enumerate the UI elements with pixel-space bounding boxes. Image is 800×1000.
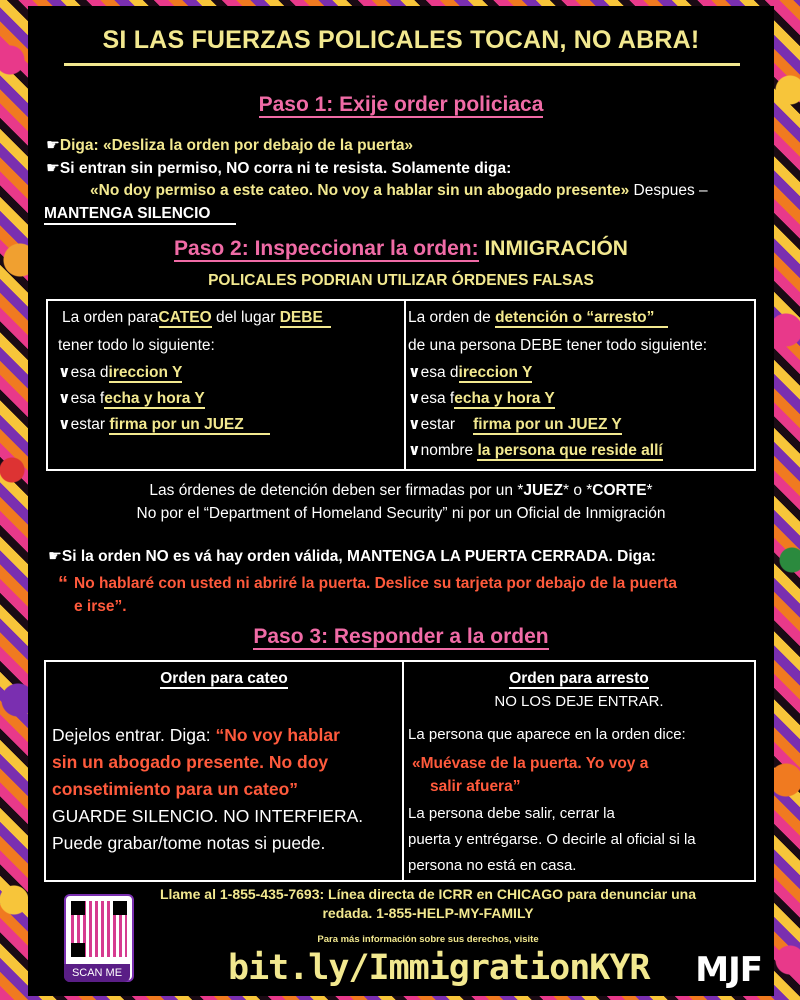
mjf-logo: MJF	[695, 950, 762, 990]
pointing-hand-icon: ☛	[48, 548, 62, 565]
arrest-warrant-intro-2: de una persona DEBE tener todo siguiente:	[408, 337, 708, 354]
arrest-response-instructions: La persona debe salir, cerrar la puerta y entrégarse. O decirle al oficial si la persona no está en casa.	[408, 805, 696, 874]
arrest-response-title: Orden para arresto	[509, 670, 649, 687]
arrest-warrant-item: ∨esa direccion Y	[408, 364, 533, 381]
search-response-column	[46, 662, 404, 880]
signature-note: Las órdenes de detención deben ser firmadas por un *JUEZ* o *CORTE*	[149, 482, 653, 499]
content-panel	[28, 6, 774, 996]
search-warrant-column	[48, 301, 406, 469]
search-warrant-intro: La orden paraCATEO del lugar DEBE	[62, 309, 331, 327]
pointing-hand-icon: ☛	[46, 160, 60, 177]
hotline-text: Llame al 1-855-435-7693: Línea directa de ICRR en CHICAGO para denunciar una redada. 1-855-HELP-MY-FAMILY	[159, 886, 697, 921]
search-warrant-item: ∨esa direccion Y	[58, 364, 183, 381]
arrest-warrant-item: ∨nombre la persona que reside allí	[408, 442, 663, 459]
pointing-hand-icon: ☛	[46, 137, 60, 154]
arrest-warrant-item: ∨esa fecha y hora Y	[408, 390, 555, 407]
step2-heading: Paso 2: Inspeccionar la orden: INMIGRACIÓN	[174, 237, 628, 260]
search-response-text: Dejelos entrar. Diga: “No voy hablar sin un abogado presente. No doy consetimiento para un cateo” GUARDE SILENCIO. NO INTERFIERA. Puede grabar/tome notas si puede.	[52, 725, 364, 853]
arrest-response-quote2: salir afuera”	[430, 778, 521, 795]
title-underline	[64, 63, 740, 66]
more-info-text: Para más información sobre sus derechos, visite	[317, 934, 539, 945]
warrant-requirements-table	[46, 299, 756, 471]
step1-quote-line: «No doy permiso a este cateo. No voy a hablar sin un abogado presente» Despues –	[90, 182, 708, 199]
arrest-response-subtitle: NO LOS DEJE ENTRAR.	[494, 693, 664, 710]
scan-me-label: SCAN ME	[64, 964, 130, 982]
step1-heading: Paso 1: Exije order policiaca	[258, 93, 544, 116]
search-warrant-item: ∨esa fecha y hora Y	[58, 390, 205, 407]
info-link[interactable]: bit.ly/ImmigrationKYR	[228, 948, 650, 988]
step1-line1: ☛Diga: «Desliza la orden por debajo de la puerta»	[46, 137, 414, 154]
search-warrant-intro-2: tener todo lo siguiente:	[58, 337, 215, 354]
arrest-warrant-column	[406, 301, 754, 469]
invalid-warrant-quote-1: No hablaré con usted ni abriré la puerta. Deslice su tarjeta por debajo de la puerta	[74, 575, 677, 592]
step3-heading: Paso 3: Responder a la orden	[253, 625, 549, 648]
arrest-warrant-item: ∨estar firma por un JUEZ Y	[408, 416, 622, 433]
qr-code[interactable]	[64, 894, 134, 982]
step2-subheading: POLICALES PODRIAN UTILIZAR ÓRDENES FALSAS	[208, 272, 594, 289]
search-response-title: Orden para cateo	[160, 670, 288, 687]
response-table	[44, 660, 756, 882]
arrest-response-quote1: «Muévase de la puerta. Yo voy a	[412, 755, 649, 772]
page-title: SI LAS FUERZAS POLICALES TOCAN, NO ABRA!	[102, 26, 700, 54]
step1-line2: ☛Si entran sin permiso, NO corra ni te resista. Solamente diga:	[46, 160, 512, 177]
arrest-response-line1: La persona que aparece en la orden dice:	[408, 726, 686, 743]
qr-code-icon	[71, 901, 127, 957]
arrest-response-column	[404, 662, 754, 880]
quote-mark: “	[58, 573, 68, 595]
invalid-warrant-quote-2: e irse”.	[74, 598, 127, 615]
arrest-warrant-intro: La orden de detención o “arresto”	[408, 309, 668, 327]
dhs-note: No por el “Department of Homeland Security” ni por un Oficial de Inmigración	[136, 505, 666, 522]
search-warrant-item: ∨estar firma por un JUEZ	[58, 415, 270, 434]
step1-silence: MANTENGA SILENCIO	[44, 205, 236, 225]
invalid-warrant-line: ☛Si la orden NO es vá hay orden válida, MANTENGA LA PUERTA CERRADA. Diga:	[48, 548, 656, 565]
